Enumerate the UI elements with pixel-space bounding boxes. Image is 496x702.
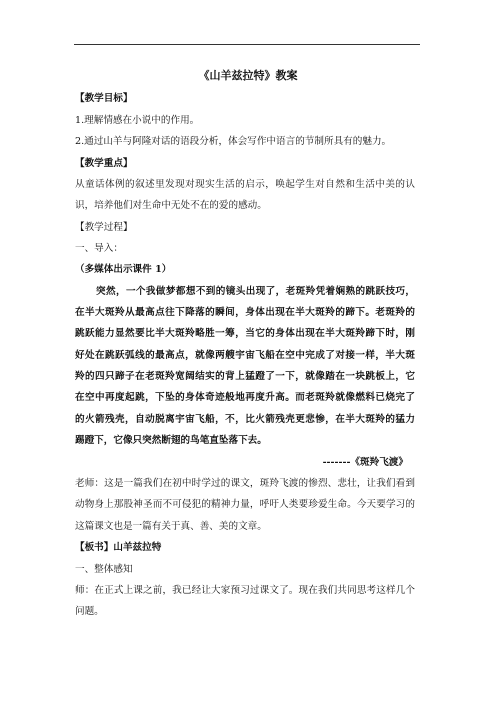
excerpt-line: 羚的四只蹄子在老斑羚宽阔结实的背上猛蹬了一下，就像踏在一块跳板上，它 xyxy=(75,371,415,382)
goal-item: 2.通过山羊与阿隆对话的语段分析，体会写作中语言的节制所具有的魅力。 xyxy=(75,136,392,147)
media-note: （多媒体出示课件 1） xyxy=(75,264,172,275)
teacher2-paragraph-line: 师：在正式上课之前，我已经让大家预习过课文了。现在我们共同思考这样几个 xyxy=(75,585,415,596)
section-heading-process: 【教学过程】 xyxy=(75,222,133,233)
teacher-paragraph-line: 老师：这是一篇我们在初中时学过的课文，斑羚飞渡的惨烈、悲壮，让我们看到 xyxy=(75,478,415,489)
overall-heading: 一、整体感知 xyxy=(75,564,133,575)
section-heading-goals: 【教学目标】 xyxy=(75,93,133,104)
excerpt-line: 突然，一个我做梦都想不到的镜头出现了，老斑羚凭着娴熟的跳跃技巧， xyxy=(96,286,415,297)
excerpt-source: -------《斑羚飞渡》 xyxy=(322,457,408,468)
excerpt-line: 好处在跳跃弧线的最高点，就像两艘宇宙飞船在空中完成了对接一样，半大斑 xyxy=(75,350,415,361)
intro-heading: 一、导入： xyxy=(75,243,123,254)
excerpt-line: 在半大斑羚从最高点往下降落的瞬间，身体出现在半大斑羚的蹄下。老斑羚的 xyxy=(75,307,415,318)
teacher-paragraph-line: 动物身上那股神圣而不可侵犯的精神力量，呼吁人类要珍爱生命。今天要学习的 xyxy=(75,499,415,510)
excerpt-line: 跳跃能力显然要比半大斑羚略胜一筹，当它的身体出现在半大斑羚蹄下时，刚 xyxy=(75,328,415,339)
key-paragraph-line: 从童话体例的叙述里发现对现实生活的启示，唤起学生对自然和生活中美的认 xyxy=(75,179,415,190)
teacher2-paragraph-line: 问题。 xyxy=(75,606,104,617)
section-heading-key: 【教学重点】 xyxy=(75,158,133,169)
goal-item: 1.理解情感在小说中的作用。 xyxy=(75,115,200,126)
header-rule xyxy=(74,44,420,45)
document-title: 《山羊兹拉特》教案 xyxy=(198,69,298,82)
excerpt-line: 在空中再度起跳，下坠的身体奇迹般地再度升高。而老斑羚就像燃料已烧完了 xyxy=(75,392,415,403)
key-paragraph-line: 识，培养他们对生命中无处不在的爱的感动。 xyxy=(75,200,267,211)
board-note: 【板书】山羊兹拉特 xyxy=(75,542,162,553)
teacher-paragraph-line: 这篇课文也是一篇有关于真、善、美的文章。 xyxy=(75,521,267,532)
excerpt-line: 的火箭残壳，自动脱离宇宙飞船，不，比火箭残壳更悲惨，在半大斑羚的猛力 xyxy=(75,414,415,425)
excerpt-line: 踢蹬下，它像只突然断翅的鸟笔直坠落下去。 xyxy=(75,435,267,446)
